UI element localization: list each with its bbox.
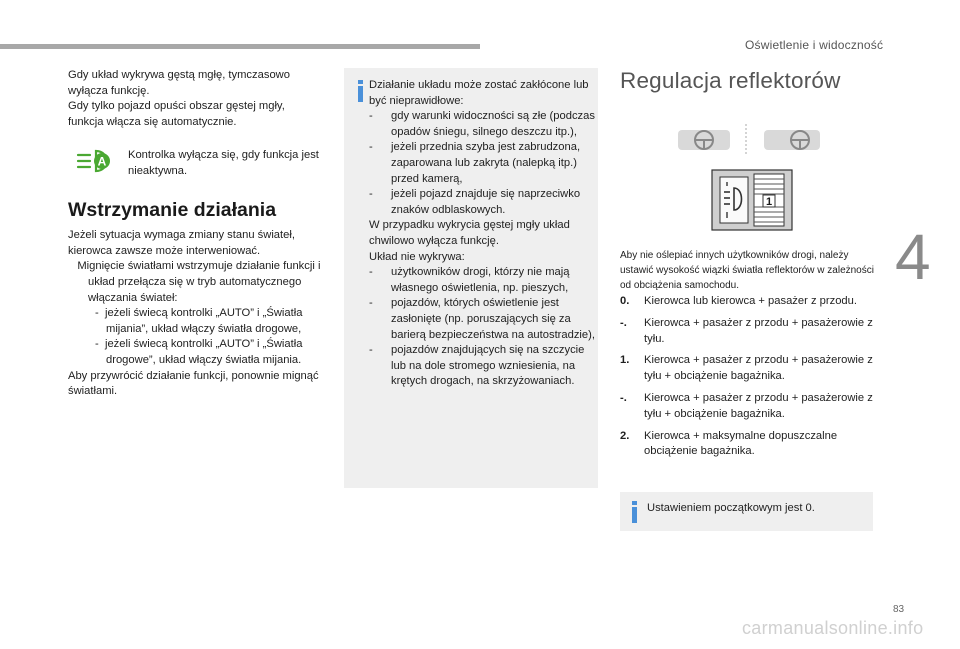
- info-icon: [628, 501, 642, 523]
- load-level-item: [620, 429, 880, 461]
- page-number: 83: [893, 604, 905, 615]
- level-key: -.: [620, 391, 627, 404]
- fog-paragraph-1: Gdy układ wykrywa gęstą mgłę, tymczasowo wyłącza funkcję.: [68, 69, 290, 97]
- list-item: - pojazdów, których oświetlenie jest zasłonięte (np. poruszających się za barierą bezpieczeństwa na autostradzie),: [369, 297, 595, 341]
- list-item: - pojazdów znajdujących się na szczycie lub na dole stromego wzniesienia, na krętych drogach, na skrzyżowaniach.: [369, 344, 585, 388]
- restore-paragraph: Aby przywrócić działanie funkcji, ponownie mignąć światłami.: [68, 369, 319, 398]
- load-level-item: [620, 391, 880, 423]
- fog-note: W przypadku wykrycia gęstej mgły układ chwilowo wyłącza funkcję.: [369, 219, 570, 247]
- load-level-item: [620, 294, 880, 310]
- watermark: carmanualsonline.info: [742, 618, 924, 638]
- level-text: Kierowca + pasażer z przodu + pasażerowie z tyłu.: [644, 316, 873, 345]
- section-title: Oświetlenie i widoczność: [745, 38, 884, 52]
- initial-setting-text: Ustawieniem początkowym jest 0.: [647, 502, 815, 514]
- list-item: - jeżeli pojazd znajduje się naprzeciwko znaków odblaskowych.: [369, 188, 581, 216]
- suspend-paragraph: Jeżeli sytuacja wymaga zmiany stanu świateł, kierowca zawsze może interweniować.: [68, 229, 295, 257]
- svg-text:A: A: [97, 154, 107, 169]
- level-key: -.: [620, 316, 627, 329]
- load-level-item: [620, 353, 880, 385]
- suspend-heading: Wstrzymanie działania: [68, 198, 277, 221]
- auto-high-beam-indicator-icon: [76, 146, 124, 176]
- level-text: Kierowca + pasażer z przodu + pasażerowie z tyłu + obciążenie bagażnika.: [644, 354, 873, 383]
- list-item: - jeżeli przednia szyba jest zabrudzona, zaparowana lub zakryta (nalepką itp.) przed kamerą,: [369, 141, 581, 185]
- list-item-text: gdy warunki widoczności są złe (podczas opadów śniegu, silnego deszczu itp.),: [391, 110, 595, 138]
- list-item-text: użytkowników drogi, którzy nie mają własnego oświetlenia, np. pieszych,: [391, 266, 570, 294]
- level-key: 1.: [620, 354, 630, 367]
- list-item-text: jeżeli przednia szyba jest zabrudzona, zaparowana lub zakryta (nalepką itp.) przed kamerą,: [391, 141, 581, 185]
- level-text: Kierowca + pasażer z przodu + pasażerowie z tyłu + obciążenie bagażnika.: [644, 391, 873, 420]
- indicator-note: [68, 146, 323, 179]
- figure-label: 1: [765, 196, 773, 208]
- fog-paragraph-2: Gdy tylko pojazd opuści obszar gęstej mgły, funkcja włącza się automatycznie.: [68, 100, 285, 128]
- indicator-note-text: Kontrolka wyłącza się, gdy funkcja jest nieaktywna.: [128, 149, 319, 177]
- sub-item: - jeżeli świecą kontrolki „AUTO” i „Światła drogowe”, układ włączy światła mijania.: [95, 338, 303, 366]
- list-item-text: pojazdów, których oświetlenie jest zasłonięte (np. poruszających się za barierą bezpieczeństwa na autostradzie),: [391, 297, 595, 341]
- sub-item: - jeżeli świecą kontrolki „AUTO” i „Światła mijania”, układ włączy światła drogowe,: [95, 307, 303, 335]
- list-item: - gdy warunki widoczności są złe (podczas opadów śniegu, silnego deszczu itp.),: [369, 110, 595, 138]
- headlamp-heading: Regulacja reflektorów: [620, 68, 841, 93]
- chapter-number: 4: [895, 221, 931, 293]
- header-bar: [0, 44, 480, 49]
- list-item-text: pojazdów znajdujących się na szczycie lub na dole stromego wzniesienia, na krętych drogach, na skrzyżowaniach.: [391, 344, 585, 388]
- level-key: 2.: [620, 429, 630, 442]
- sub-item-text: jeżeli świecą kontrolki „AUTO” i „Światła mijania”, układ włączy światła drogowe,: [104, 307, 303, 335]
- level-text: Kierowca + maksymalne dopuszczalne obciążenie bagażnika.: [644, 429, 838, 458]
- headlamp-intro: Aby nie oślepiać innych użytkowników drogi, należy ustawić wysokość wiązki światła reflektorów w zależności od obciążenia samochodu.: [620, 250, 874, 291]
- flash-bullet: [68, 259, 323, 306]
- load-level-item: [620, 316, 880, 348]
- flash-bullet-text: Mignięcie światłami wstrzymuje działanie funkcji i układ przełącza się w tryb automatycznego włączania świateł:: [77, 260, 321, 304]
- steering-wheel-right-icon: [764, 130, 820, 150]
- info-icon: [354, 80, 368, 102]
- list-item-text: jeżeli pojazd znajduje się naprzeciwko znaków odblaskowych.: [391, 188, 581, 216]
- list-item: - użytkowników drogi, którzy nie mają własnego oświetlenia, np. pieszych,: [369, 266, 570, 294]
- initial-setting-note: [620, 492, 873, 531]
- level-text: Kierowca lub kierowca + pasażer z przodu.: [644, 295, 857, 307]
- load-levels-list: [620, 294, 880, 466]
- info-box-content: [369, 78, 595, 390]
- info-box: [344, 68, 598, 488]
- left-column: [68, 68, 323, 400]
- not-detect-label: Układ nie wykrywa:: [369, 250, 465, 263]
- steering-wheel-left-icon: [678, 130, 730, 150]
- level-key: 0.: [620, 295, 630, 307]
- sub-item-text: jeżeli świecą kontrolki „AUTO” i „Światła drogowe”, układ włączy światła mijania.: [104, 338, 303, 366]
- info-intro: Działanie układu może zostać zakłócone lub być nieprawidłowe:: [369, 79, 589, 107]
- right-column: [620, 68, 880, 514]
